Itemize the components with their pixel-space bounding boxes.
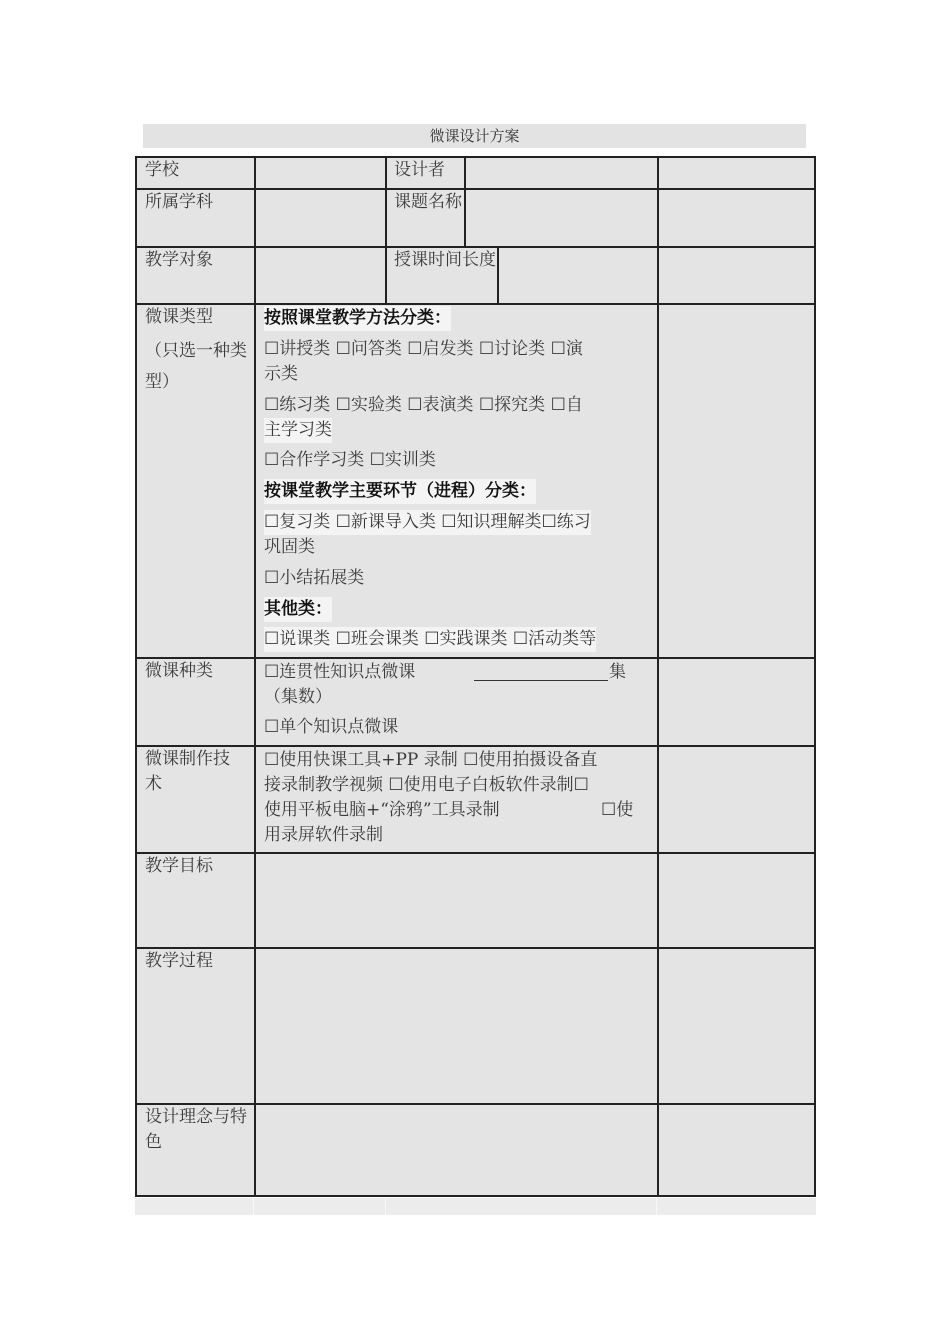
type-options-line2: 示类 [264,364,298,384]
type-heading-stage: 按课堂教学主要环节（进程）分类： [264,479,536,504]
kind-episode-suffix: 集 [609,662,626,682]
tech-options-line4: 用录屏软件录制 [264,825,383,845]
label-audience: 教学对象 [145,250,213,270]
label-concept: 设计理念与特色 [145,1107,247,1152]
label-kind: 微课种类 [145,661,213,681]
footer-sep [656,1198,657,1215]
label-tech: 微课制作技术 [145,749,230,794]
label-goal: 教学目标 [145,856,213,876]
type-options-line5: ☐合作学习类 ☐实训类 [264,450,436,470]
label-subject: 所属学科 [145,192,213,212]
col-divider [385,158,387,303]
label-process: 教学过程 [145,951,213,971]
col-divider [254,158,256,1195]
label-designer: 设计者 [394,160,445,180]
type-options-line7: 巩固类 [264,537,315,557]
label-duration: 授课时间长度 [394,250,496,270]
tech-options-line3: 使用平板电脑+“涂鸦”工具录制 [264,800,500,820]
col-divider [464,158,466,246]
kind-episode-note: （集数） [264,687,332,707]
type-options-line6: ☐复习类 ☐新课导入类 ☐知识理解类☐练习 [264,510,591,535]
episode-count-blank [474,680,608,681]
table-footer-strip [135,1198,816,1215]
type-options-line3: ☐练习类 ☐实验类 ☐表演类 ☐探究类 ☐自 [264,395,583,415]
footer-sep [385,1198,386,1215]
label-type-note: （只选一种类型） [145,341,247,392]
footer-sep [253,1198,254,1215]
design-form-table [135,156,816,1197]
label-topic: 课题名称 [394,192,462,212]
tech-options-line1: ☐使用快课工具+PP 录制 ☐使用拍摄设备直 [264,750,598,770]
type-heading-method: 按照课堂教学方法分类： [264,306,451,331]
col-divider [657,158,659,1195]
tech-options-line2: 接录制教学视频 ☐使用电子白板软件录制☐ [264,775,589,795]
label-school: 学校 [145,160,179,180]
type-options-line1: ☐讲授类 ☐问答类 ☐启发类 ☐讨论类 ☐演 [264,339,583,359]
tech-options-line3-end: ☐使 [601,800,634,820]
kind-option-continuous: ☐连贯性知识点微课 [264,662,416,682]
type-heading-other: 其他类： [264,597,332,622]
document-title: 微课设计方案 [143,124,806,148]
type-options-line8: ☐小结拓展类 [264,568,365,588]
col-divider [497,246,499,303]
type-options-line4: 主学习类 [264,418,332,443]
type-options-line9: ☐说课类 ☐班会课类 ☐实践课类 ☐活动类等 [264,627,596,652]
label-type: 微课类型 [145,307,213,327]
kind-option-single: ☐单个知识点微课 [264,717,399,737]
